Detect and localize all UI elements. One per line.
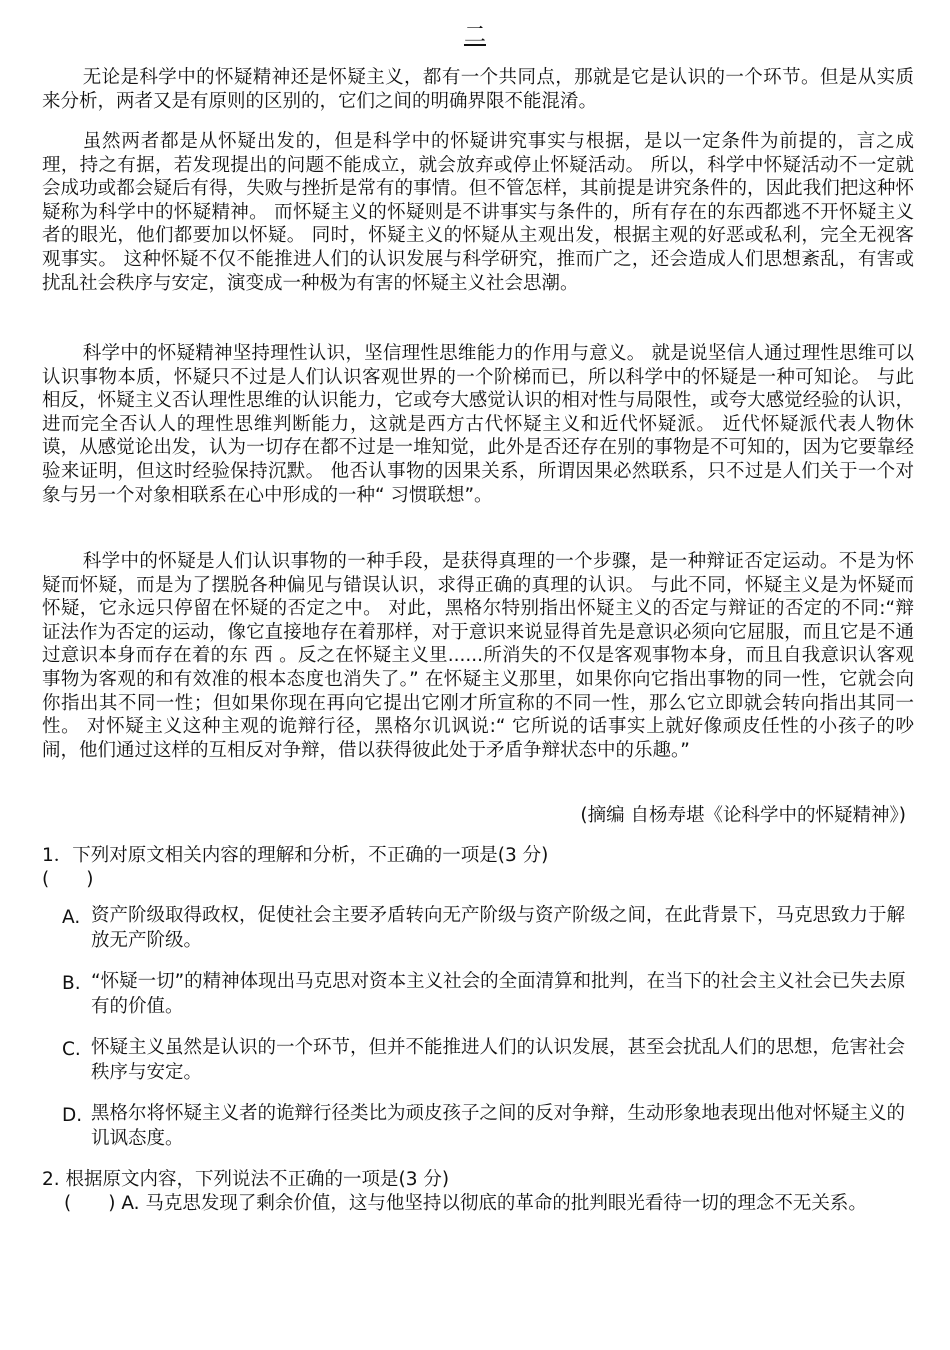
section-title: 二	[463, 23, 486, 48]
source-citation: (摘编 自杨寿堪《论科学中的怀疑精神》)	[580, 805, 906, 826]
question-2	[42, 1168, 914, 1215]
passage-paragraph: 科学中的怀疑是人们认识事物的一种手段，是获得真理的一个步骤，是一种辩证否定运动。不是为怀疑而怀疑，而是为了摆脱各种偏见与错误认识，求得正确的真理的认识。 与此不同，怀疑主义是为怀疑而怀疑，它永远只停留在怀疑的否定之中。 对此，黑格尔特别指出怀疑主义的否定与辩证的否定的不同:“辩证法作为否定的运动，像它直接地存在着那样，对于意识来说显得首先是意识必须向它屈服，而且它是不通过意识本身而存在着的东 西 。反之在怀疑主义里......所消失的不仅是客观事物本身，而且自我意识认客观事物为客观的和有效准的根本态度也消失了。” 在怀疑主义那里，如果你向它指出事物的同一性，它就会向你指出其不同一性；但如果你现在再向它提出它刚才所宣称的不同一性，那么它立即就会转向指出其同一性。 对怀疑主义这种主观的诡辩行径，黑格尔讥讽说:“ 它所说的话事实上就好像顽皮任性的小孩子的吵闹，他们通过这样的互相反对争辩，借以获得彼此处于矛盾争辩状态中的乐趣。”	[42, 551, 914, 761]
passage-paragraph: 无论是科学中的怀疑精神还是怀疑主义，都有一个共同点，那就是它是认识的一个环节。但是从实质来分析，两者又是有原则的区别的，它们之间的明确界限不能混淆。	[42, 67, 914, 112]
question-1	[42, 844, 914, 891]
answer-blank: ( )	[42, 868, 94, 890]
option-text: 怀疑主义虽然是认识的一个环节，但并不能推进人们的认识发展，甚至会扰乱人们的思想，危害社会秩序与安定。	[91, 1037, 906, 1083]
question-2-stem: 2. 根据原文内容，下列说法不正确的一项是(3 分)	[42, 1169, 450, 1190]
option-text: 资产阶级取得政权，促使社会主要矛盾转向无产阶级与资产阶级之间，在此背景下，马克思致力于解放无产阶级。	[91, 905, 906, 951]
option-text: 黑格尔将怀疑主义者的诡辩行径类比为顽皮孩子之间的反对争辩，生动形象地表现出他对怀疑主义的讥讽态度。	[91, 1103, 906, 1149]
option-c	[62, 1036, 912, 1085]
option-d	[62, 1102, 912, 1151]
option-letter: D.	[62, 1105, 83, 1126]
option-text: “怀疑一切”的精神体现出马克思对资本主义社会的全面清算和批判，在当下的社会主义社会已失去原有的价值。	[91, 971, 906, 1017]
passage-paragraph: 科学中的怀疑精神坚持理性认识，坚信理性思维能力的作用与意义。 就是说坚信人通过理性思维可以认识事物本质，怀疑只不过是人们认识客观世界的一个阶梯而已，所以科学中的怀疑是一种可知论。 与此相反，怀疑主义否认理性思维的认识能力，它或夸大感觉认识的相对性与局限性，或夸大感觉经验的认识，进而完全否认人的理性思维判断能力，这就是西方古代怀疑主义和近代怀疑派。 近代怀疑派代表人物休谟，从感觉论出发，认为一切存在都不过是一堆知觉，此外是否还存在别的事物是不可知的，因为它要靠经验来证明，但这时经验保持沉默。 他否认事物的因果关系，所谓因果必然联系，只不过是人们关于一个对象与另一个对象相联系在心中形成的一种“ 习惯联想”。	[42, 343, 914, 506]
passage-paragraph: 虽然两者都是从怀疑出发的，但是科学中的怀疑讲究事实与根据，是以一定条件为前提的，言之成理，持之有据，若发现提出的问题不能成立，就会放弃或停止怀疑活动。 所以，科学中怀疑活动不一定就会成功或都会疑后有得，失败与挫折是常有的事情。但不管怎样，其前提是讲究条件的，因此我们把这种怀疑称为科学中的怀疑精神。 而怀疑主义的怀疑则是不讲事实与条件的，所有存在的东西都逃不开怀疑主义者的眼光，他们都要加以怀疑。 同时，怀疑主义的怀疑从主观出发，根据主观的好恶或私利，完全无视客观事实。 这种怀疑不仅不能推进人们的认识发展与科学研究，推而广之，还会造成人们思想紊乱，有害或扰乱社会秩序与安定，演变成一种极为有害的怀疑主义社会思潮。	[42, 131, 914, 294]
question-2-option-a: ( ) A. 马克思发现了剩余价值，这与他坚持以彻底的革命的批判眼光看待一切的理念不无关系。	[64, 1192, 867, 1214]
option-letter: C.	[62, 1039, 81, 1060]
option-b	[62, 970, 912, 1019]
option-letter: A.	[62, 907, 81, 928]
question-1-stem: 1．下列对原文相关内容的理解和分析，不正确的一项是(3 分)	[42, 845, 549, 866]
option-letter: B.	[62, 973, 81, 994]
option-a	[62, 904, 912, 953]
